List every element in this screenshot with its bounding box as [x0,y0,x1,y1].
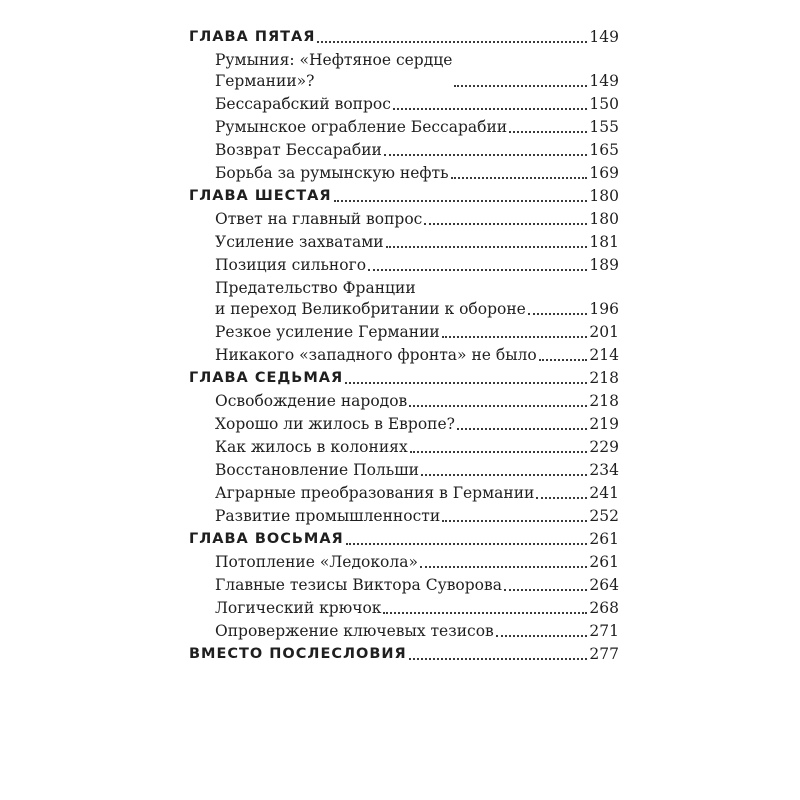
dot-leader [536,497,587,499]
page-number: 181 [589,233,619,251]
section-title: Бессарабский вопрос [215,95,391,113]
dot-leader [383,612,587,614]
page-number: 218 [589,369,619,387]
page-number: 201 [589,323,619,341]
section-title: Позиция сильного [215,256,367,274]
toc-section-row [189,320,619,343]
chapter-title: ГЛАВА ВОСЬМАЯ [189,531,344,547]
dot-leader [334,200,588,202]
toc-section-row [189,343,619,366]
toc-chapter-row [189,184,619,207]
page-number: 155 [589,118,619,136]
section-title: Освобождение народов [215,392,408,410]
toc-chapter-row [189,25,619,48]
dot-leader [451,177,588,179]
dot-leader [345,382,587,384]
toc-section-row [189,230,619,253]
chapter-title: ВМЕСТО ПОСЛЕСЛОВИЯ [189,646,407,662]
dot-leader [442,336,588,338]
toc-section-row [189,504,619,527]
toc-section-row [189,115,619,138]
dot-leader [539,359,588,361]
chapter-title: ГЛАВА ПЯТАЯ [189,29,316,45]
dot-leader [442,520,587,522]
toc-section-row [189,435,619,458]
dot-leader [317,41,587,43]
section-title: Ответ на главный вопрос [215,210,423,228]
table-of-contents [189,25,619,665]
page-number: 214 [589,346,619,364]
page-number: 241 [589,484,619,502]
page-number: 252 [589,507,619,525]
toc-section-row [189,550,619,573]
page-number: 261 [589,553,619,571]
dot-leader [393,108,587,110]
dot-leader [346,543,588,545]
section-title: Аграрные преобразования в Германии [215,484,535,502]
page-number: 169 [589,164,619,182]
section-title: Логический крючок [215,599,382,617]
toc-section-row [189,412,619,435]
dot-leader [504,589,587,591]
section-title: Как жилось в колониях [215,438,408,456]
dot-leader [528,313,588,315]
toc-section-row [189,596,619,619]
dot-leader [509,131,587,133]
toc-section-row [189,276,619,320]
dot-leader [457,428,587,430]
page-number: 149 [589,72,619,90]
dot-leader [496,635,588,637]
page-number: 271 [589,622,619,640]
section-title: Развитие промышленности [215,507,441,525]
section-title: Восстановление Польши [215,461,419,479]
toc-section-row [189,619,619,642]
page-number: 149 [589,28,619,46]
page-number: 229 [589,438,619,456]
dot-leader [421,474,587,476]
toc-section-row [189,48,619,92]
section-title: Румыния: «Нефтяное сердце Германии»? [215,51,453,90]
page-number: 180 [589,187,619,205]
dot-leader [409,658,588,660]
section-title: Никакого «западного фронта» не было [215,346,537,364]
toc-section-row [189,253,619,276]
toc-section-row [189,458,619,481]
page-number: 165 [589,141,619,159]
toc-chapter-row [189,642,619,665]
dot-leader [384,154,588,156]
toc-section-row [189,481,619,504]
section-title: Опровержение ключевых тезисов [215,622,494,640]
toc-chapter-row [189,366,619,389]
section-title: Резкое усиление Германии [215,323,440,341]
dot-leader [410,451,588,453]
section-title: Хорошо ли жилось в Европе? [215,415,455,433]
page-number: 219 [589,415,619,433]
toc-section-row [189,138,619,161]
page-number: 150 [589,95,619,113]
page-number: 218 [589,392,619,410]
dot-leader [368,269,587,271]
toc-section-row [189,207,619,230]
page-number: 277 [589,645,619,663]
toc-section-row [189,161,619,184]
page-number: 189 [589,256,619,274]
section-title: Потопление «Ледокола» [215,553,418,571]
section-title: Предательство Франции и переход Великобритании к обороне [215,279,526,318]
page-number: 264 [589,576,619,594]
page-number: 268 [589,599,619,617]
chapter-title: ГЛАВА СЕДЬМАЯ [189,370,344,386]
section-title: Возврат Бессарабии [215,141,382,159]
section-title: Румынское ограбление Бессарабии [215,118,508,136]
section-title: Усиление захватами [215,233,384,251]
toc-chapter-row [189,527,619,550]
toc-section-row [189,92,619,115]
toc-section-row [189,573,619,596]
page-number: 261 [589,530,619,548]
section-title: Главные тезисы Виктора Суворова [215,576,502,594]
dot-leader [424,223,587,225]
chapter-title: ГЛАВА ШЕСТАЯ [189,188,332,204]
toc-section-row [189,389,619,412]
dot-leader [454,85,587,87]
page-number: 234 [589,461,619,479]
section-title: Борьба за румынскую нефть [215,164,449,182]
dot-leader [409,405,587,407]
page-number: 196 [589,300,619,318]
dot-leader [420,566,587,568]
dot-leader [386,246,588,248]
page-number: 180 [589,210,619,228]
